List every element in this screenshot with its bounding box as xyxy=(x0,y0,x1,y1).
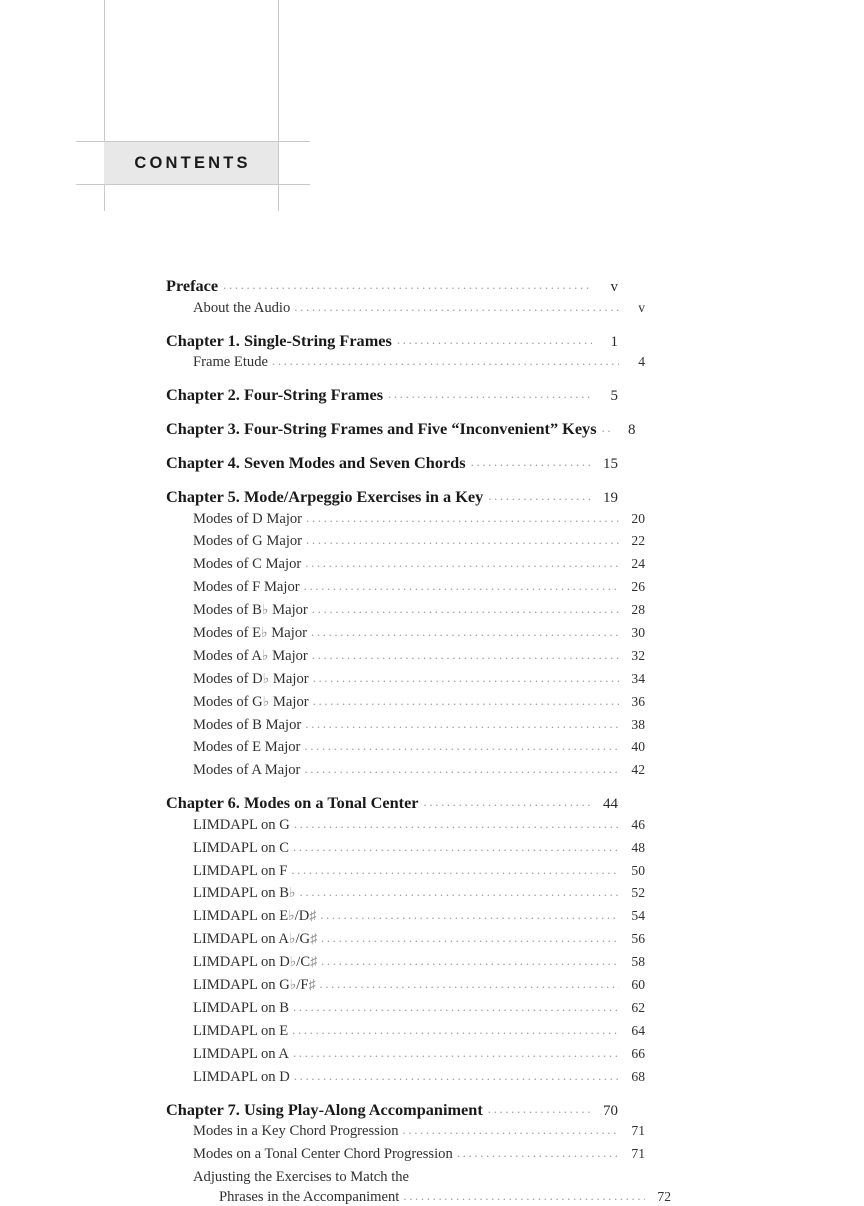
dot-leader xyxy=(488,1101,592,1117)
contents-header xyxy=(0,0,864,230)
toc-entry-label: Chapter 1. Single-String Frames xyxy=(166,330,392,350)
dot-leader xyxy=(313,693,619,709)
toc-entry-label: Chapter 3. Four-String Frames and Five “Inconvenient” Keys xyxy=(166,419,597,438)
toc-entry-label: Frame Etude xyxy=(193,354,268,370)
toc-sub-entry[interactable] xyxy=(166,511,645,528)
toc-sub-entry[interactable] xyxy=(166,354,645,371)
toc-chapter-entry[interactable] xyxy=(166,276,618,296)
toc-entry-label: LIMDAPL on G xyxy=(193,816,290,833)
toc-sub-entry[interactable] xyxy=(166,533,645,550)
toc-entry-page-number: 71 xyxy=(631,1145,645,1161)
sharp-symbol: ♯ xyxy=(309,909,317,925)
toc-sub-entry[interactable] xyxy=(166,954,645,971)
dot-leader xyxy=(292,1022,619,1038)
dot-leader xyxy=(223,277,592,293)
toc-entry-page-number: 32 xyxy=(631,647,645,663)
toc-entry-page-number: v xyxy=(638,299,645,315)
toc-entry-page-number: 28 xyxy=(631,602,645,618)
toc-entry-page-number: 52 xyxy=(631,885,645,901)
toc-entry-page-number: 68 xyxy=(631,1068,645,1084)
toc-entry-page-number: 34 xyxy=(631,670,645,686)
toc-entry-label: LIMDAPL on A xyxy=(193,1045,289,1062)
dot-leader xyxy=(305,716,619,732)
dot-leader xyxy=(602,420,610,436)
toc-entry-label: Modes of B Major xyxy=(193,716,302,733)
dot-leader xyxy=(304,738,619,754)
toc-entry-page-number: 38 xyxy=(631,716,645,732)
toc-sub-entry[interactable] xyxy=(166,1046,645,1063)
toc-sub-entry[interactable] xyxy=(166,908,645,925)
toc-chapter-entry[interactable] xyxy=(166,385,618,405)
toc-chapter-entry[interactable] xyxy=(166,331,618,351)
toc-entry-label: Modes in a Key Chord Progression xyxy=(193,1123,399,1140)
toc-entry-label: LIMDAPL on E♭/D♯ xyxy=(193,908,317,925)
toc-entry-label: LIMDAPL on D♭/C♯ xyxy=(193,954,318,971)
toc-entry-page-number: 5 xyxy=(610,388,618,404)
toc-sub-entry[interactable] xyxy=(166,762,645,779)
toc-entry-page-number: 56 xyxy=(631,931,645,947)
toc-entry-page-number: 42 xyxy=(631,762,645,778)
toc-sub-entry[interactable] xyxy=(166,1069,645,1086)
toc-entry-page-number: 50 xyxy=(631,862,645,878)
toc-entry-label: LIMDAPL on D xyxy=(193,1068,290,1085)
dot-leader xyxy=(304,761,619,777)
toc-entry-label: About the Audio xyxy=(193,299,291,316)
toc-entry-label: Modes of A♭ Major xyxy=(193,647,308,664)
toc-sub-entry[interactable] xyxy=(166,1146,645,1163)
toc-entry-page-number: 62 xyxy=(631,999,645,1015)
sharp-symbol: ♯ xyxy=(308,978,316,994)
toc-sub-entry[interactable] xyxy=(166,977,645,994)
dot-leader xyxy=(403,1188,645,1204)
flat-symbol: ♭ xyxy=(288,932,296,948)
toc-sub-entry[interactable] xyxy=(166,556,645,573)
dot-leader xyxy=(313,670,619,686)
dot-leader xyxy=(294,1068,619,1084)
dot-leader xyxy=(311,624,619,640)
dot-leader xyxy=(320,907,619,923)
dot-leader xyxy=(321,930,619,946)
toc-entry-label: Modes of E♭ Major xyxy=(193,624,307,641)
toc-sub-entry[interactable] xyxy=(166,739,645,756)
toc-entry-page-number: 20 xyxy=(631,510,645,526)
toc-entry-page-number: 48 xyxy=(631,839,645,855)
toc-chapter-entry[interactable] xyxy=(166,487,618,507)
flat-symbol: ♭ xyxy=(261,648,269,664)
dot-leader xyxy=(457,1145,619,1161)
toc-sub-entry[interactable] xyxy=(166,1123,645,1140)
toc-sub-entry[interactable] xyxy=(166,931,645,948)
flat-symbol: ♭ xyxy=(288,909,295,925)
toc-entry-page-number: 8 xyxy=(628,422,636,438)
dot-leader xyxy=(293,839,619,855)
toc-entry-page-number: 71 xyxy=(631,1123,645,1139)
dot-leader xyxy=(397,332,592,348)
toc-sub-entry[interactable] xyxy=(166,863,645,880)
toc-entry-label: LIMDAPL on B xyxy=(193,999,289,1016)
toc-entry-label: Modes of G Major xyxy=(193,533,303,550)
toc-entry-page-number: 26 xyxy=(631,579,645,595)
flat-symbol: ♭ xyxy=(262,694,270,710)
toc-entry-label: LIMDAPL on B♭ xyxy=(193,885,296,902)
toc-entry-page-number: 4 xyxy=(638,354,645,369)
toc-entry-label: LIMDAPL on F xyxy=(193,862,288,879)
toc-entry-page-number: 15 xyxy=(603,456,618,472)
toc-sub-entry[interactable] xyxy=(166,602,645,619)
toc-entry-label: Modes of D♭ Major xyxy=(193,670,309,687)
dot-leader xyxy=(312,647,619,663)
dot-leader xyxy=(388,386,592,402)
toc-sub-entry[interactable] xyxy=(166,579,645,596)
toc-chapter-entry[interactable] xyxy=(166,1100,618,1120)
dot-leader xyxy=(293,999,619,1015)
toc-chapter-entry[interactable] xyxy=(166,419,636,439)
dot-leader xyxy=(300,884,620,900)
dot-leader xyxy=(272,353,619,369)
toc-entry-label: LIMDAPL on C xyxy=(193,839,289,856)
flat-symbol: ♭ xyxy=(261,625,268,641)
toc-chapter-entry[interactable] xyxy=(166,453,618,473)
toc-sub-entry[interactable] xyxy=(166,885,645,902)
dot-leader xyxy=(488,488,592,504)
dot-leader xyxy=(403,1122,619,1138)
toc-sub-entry[interactable] xyxy=(166,1000,645,1017)
toc-entry-label: Chapter 6. Modes on a Tonal Center xyxy=(166,793,419,813)
flat-symbol: ♭ xyxy=(288,886,296,902)
toc-entry-label: Modes of D Major xyxy=(193,510,303,527)
dot-leader xyxy=(312,601,619,617)
flat-symbol: ♭ xyxy=(261,603,269,619)
toc-entry-page-number: 24 xyxy=(631,556,645,572)
toc-entry-label: Modes of B♭ Major xyxy=(193,602,308,619)
toc-entry-label: Phrases in the Accompaniment xyxy=(219,1189,400,1206)
toc-entry-page-number: 1 xyxy=(610,333,618,350)
toc-sub-entry[interactable] xyxy=(166,694,645,711)
toc-entry-label: Modes of C Major xyxy=(193,556,302,573)
dot-leader xyxy=(293,1045,619,1061)
dot-leader xyxy=(294,816,619,832)
sharp-symbol: ♯ xyxy=(310,955,318,971)
toc-sub-entry[interactable] xyxy=(166,300,645,317)
toc-chapter-entry[interactable] xyxy=(166,793,618,813)
toc-sub-entry[interactable] xyxy=(166,817,645,834)
toc-entry-label: LIMDAPL on G♭/F♯ xyxy=(193,977,316,994)
toc-sub-entry[interactable] xyxy=(166,717,645,734)
dot-leader xyxy=(305,555,619,571)
dot-leader xyxy=(291,862,619,878)
toc-entry-label: Modes of E Major xyxy=(193,739,301,756)
toc-entry-page-number: 19 xyxy=(603,490,618,506)
toc-entry-page-number: 54 xyxy=(631,908,645,924)
toc-entry-label: Modes on a Tonal Center Chord Progression xyxy=(193,1145,453,1162)
toc-entry-page-number: 44 xyxy=(603,796,618,813)
toc-entry-label: Modes of G♭ Major xyxy=(193,693,309,710)
toc-entry-page-number: 22 xyxy=(631,533,645,549)
dot-leader xyxy=(306,510,619,526)
toc-entry-label: LIMDAPL on E xyxy=(193,1022,289,1039)
toc-sub-entry[interactable] xyxy=(166,1023,645,1040)
toc-entry-page-number: 40 xyxy=(631,739,645,755)
flat-symbol: ♭ xyxy=(262,671,270,687)
sharp-symbol: ♯ xyxy=(310,932,318,948)
dot-leader xyxy=(471,454,592,470)
table-of-contents xyxy=(166,276,671,1206)
toc-entry-page-number: 58 xyxy=(631,954,645,970)
toc-entry-page-number: v xyxy=(610,279,618,295)
dot-leader xyxy=(319,976,619,992)
toc-sub-entry[interactable] xyxy=(166,840,645,857)
page-title: CONTENTS xyxy=(134,153,251,172)
toc-entry-wrapped-line-2[interactable] xyxy=(166,1189,671,1206)
toc-entry-page-number: 72 xyxy=(657,1189,671,1205)
dot-leader xyxy=(424,794,592,810)
dot-leader xyxy=(304,578,619,594)
toc-sub-entry[interactable] xyxy=(166,648,645,665)
toc-sub-entry[interactable] xyxy=(166,671,645,688)
toc-entry-label: Chapter 7. Using Play-Along Accompaniment xyxy=(166,1099,483,1119)
flat-symbol: ♭ xyxy=(289,955,297,971)
toc-entry-label: Chapter 2. Four-String Frames xyxy=(166,385,384,404)
toc-entry-label: Preface xyxy=(166,276,219,295)
toc-entry-page-number: 60 xyxy=(631,977,645,993)
toc-entry-label: Modes of A Major xyxy=(193,762,301,779)
toc-entry-label: LIMDAPL on A♭/G♯ xyxy=(193,931,318,948)
flat-symbol: ♭ xyxy=(289,978,297,994)
dot-leader xyxy=(321,953,619,969)
guide-line-horizontal-bottom xyxy=(76,184,310,185)
toc-entry-label: Chapter 4. Seven Modes and Seven Chords xyxy=(166,453,466,472)
toc-entry-page-number: 30 xyxy=(631,624,645,640)
toc-entry-page-number: 70 xyxy=(603,1102,618,1119)
dot-leader xyxy=(306,532,619,548)
toc-sub-entry[interactable] xyxy=(166,625,645,642)
toc-entry-label: Chapter 5. Mode/Arpeggio Exercises in a Key xyxy=(166,487,484,506)
toc-entry-page-number: 64 xyxy=(631,1022,645,1038)
dot-leader xyxy=(294,299,619,315)
toc-entry-label: Modes of F Major xyxy=(193,579,300,596)
guide-line-vertical-right xyxy=(278,0,279,211)
toc-entry-page-number: 36 xyxy=(631,693,645,709)
toc-entry-page-number: 46 xyxy=(631,816,645,832)
toc-entry-wrapped-line-1[interactable]: Adjusting the Exercises to Match the xyxy=(193,1168,410,1185)
toc-entry-page-number: 66 xyxy=(631,1045,645,1061)
